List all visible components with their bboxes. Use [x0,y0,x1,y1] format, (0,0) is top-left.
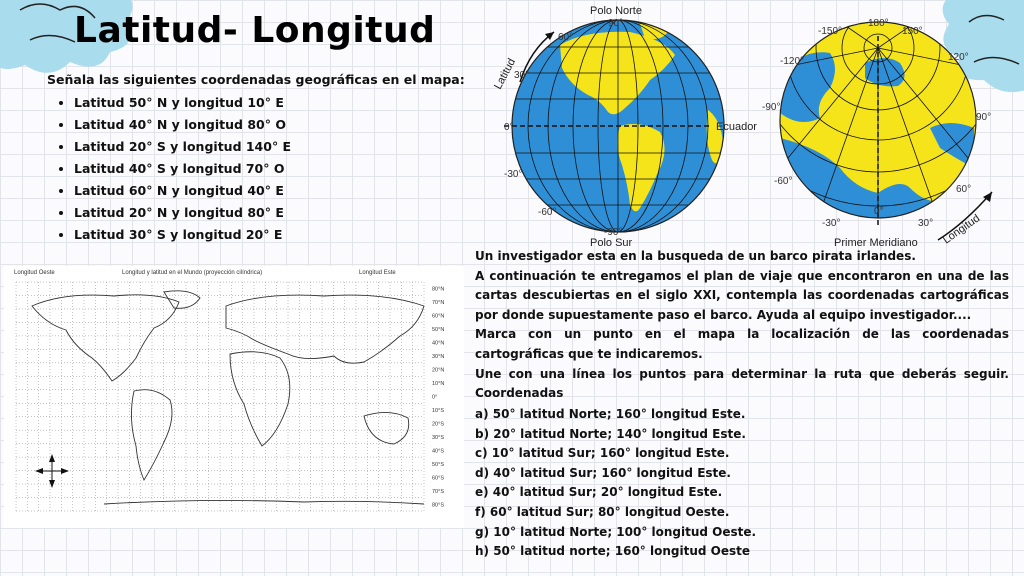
continent-outlines [32,291,424,504]
world-grid-map [4,266,464,528]
latitude-label: 60°S [432,475,444,482]
equator-label: Ecuador [716,121,757,133]
map-header-right: Longitud Este [359,270,396,276]
deg-label: -150° [818,26,843,37]
list-item: • Latitud 60° N y longitud 40° E [74,180,291,202]
list-item: g) 10° latitud Norte; 100° longitud Oeste. [475,524,757,539]
route-coordinate-list [475,405,756,562]
list-item: d) 40° latitud Sur; 160° longitud Este. [475,465,731,480]
latitude-label: 50°N [432,327,445,334]
latitude-label: 70°S [432,488,444,495]
latitude-label: 40°N [432,340,445,347]
latitude-label: 0° [432,394,438,401]
deg-label: -60° [538,207,557,218]
story-paragraph: Un investigador esta en la busqueda de un barco pirata irlandes. [475,249,916,263]
deg-label: 60° [956,184,972,195]
latitude-label: 80°S [432,502,444,509]
latitude-label: 40°S [432,448,444,455]
story-paragraph: Une con una línea los puntos para determinar la ruta que deberás seguir. Coordenadas [475,366,1009,401]
map-grid [16,282,424,511]
deg-label: 60° [558,32,574,43]
story-paragraph: Marca con un punto en el mapa la localización de las coordenadas cartográficas que te indicaremos. [475,327,1009,361]
list-item: e) 40° latitud Sur; 20° longitud Este. [475,485,723,500]
latitude-label: 80°N [432,286,445,293]
instruction-text: Señala las siguientes coordenadas geográficas en el mapa: [47,72,465,87]
latitude-label: 10°N [432,381,445,388]
coordinate-list [60,92,291,246]
deg-label: -30° [822,218,841,229]
latitude-label: 30°S [432,434,444,441]
deg-label: -30° [504,169,523,180]
list-item: • Latitud 50° N y longitud 10° E [74,92,291,114]
story-paragraph: A continuación te entregamos el plan de viaje que encontraron en una de las cartas descubiertas en el siglo XXI, contempla las coordenadas cartográficas por donde supuestamente paso el barco. Ayuda al equipo investigador.... [475,268,1009,322]
deg-label: 120° [948,52,969,63]
list-item: f) 60° latitud Sur; 80° longitud Oeste. [475,504,730,519]
list-item: • Latitud 40° S y longitud 70° O [74,158,291,180]
list-item: a) 50° latitud Norte; 160° longitud Este. [475,407,746,421]
deg-label: 0° [874,206,884,217]
deg-label: 90° [608,18,624,29]
latitude-globe-diagram [490,0,780,250]
map-header-left: Longitud Oeste [14,270,55,276]
latitude-axis-label: Latitud [492,56,519,92]
latitude-label: 50°S [432,461,444,468]
compass-rose-icon [35,454,69,488]
deg-label: -90° [762,102,781,113]
deg-label: 180° [868,18,889,29]
deg-label: -90° [604,227,623,238]
list-item: • Latitud 20° N y longitud 80° E [74,202,291,224]
list-item: c) 10° latitud Sur; 160° longitud Este. [475,446,730,461]
latitude-label: 20°N [432,367,445,374]
list-item: • Latitud 30° S y longitud 20° E [74,224,291,246]
deg-label: 90° [976,112,992,123]
latitude-label: 10°S [432,407,444,414]
list-item: • Latitud 40° N y longitud 80° O [74,114,291,136]
latitude-label: 70°N [432,300,445,307]
list-item: h) 50° latitud norte; 160° longitud Oeste [475,544,750,559]
list-item: b) 20° latitud Norte; 140° longitud Este. [475,426,746,441]
longitude-axis-label: Longitud [940,212,983,247]
page-title: Latitud- Longitud [74,10,436,51]
deg-label: -120° [780,56,805,67]
latitude-label: 30°N [432,354,445,361]
deg-label: -60° [774,176,793,187]
deg-label: 150° [902,26,923,37]
latitude-label: 20°S [432,421,444,428]
longitude-globe-diagram [760,8,1024,254]
latitude-labels [432,287,444,509]
south-pole-label: Polo Sur [590,237,633,249]
deg-label: 0° [504,122,514,133]
deg-label: 30° [918,218,934,229]
north-pole-label: Polo Norte [590,5,642,17]
map-header-center: Longitud y latitud en el Mundo (proyección cilíndrica) [122,270,263,276]
latitude-label: 60°N [432,313,445,320]
world-map-panel [4,266,464,528]
list-item: • Latitud 20° S y longitud 140° E [74,136,291,158]
deg-label: 30° [514,70,530,81]
story-text [475,247,1009,404]
prime-meridian-label: Primer Meridiano [834,237,918,249]
